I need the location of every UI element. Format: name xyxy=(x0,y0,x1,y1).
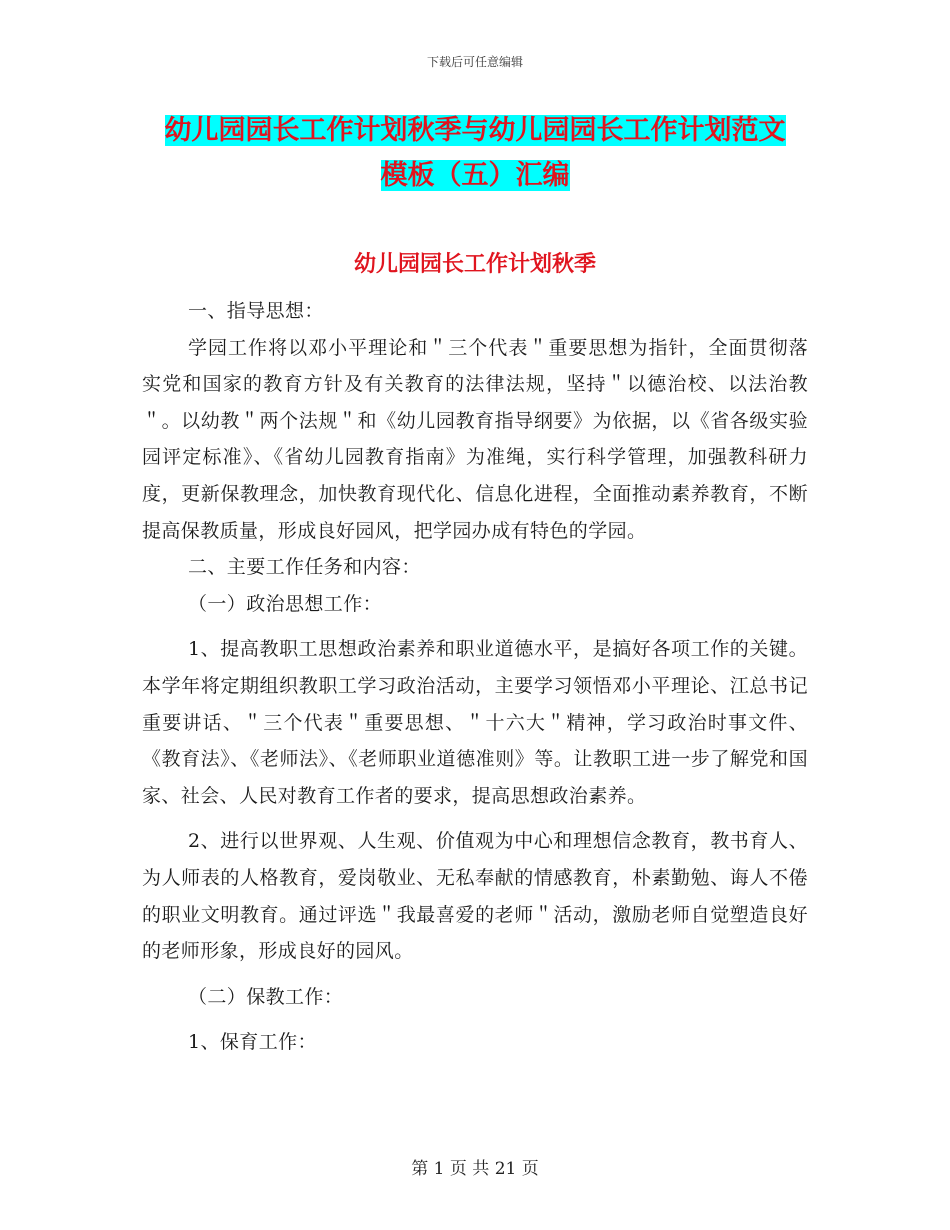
document-body xyxy=(142,293,808,1061)
document-title xyxy=(140,108,810,198)
document-title-line-2: 模板（五）汇编 xyxy=(380,160,570,191)
page-header-note: 下载后可任意编辑 xyxy=(426,55,523,69)
paragraph-item-1: 1、提高教职工思想政治素养和职业道德水平，是搞好各项工作的关键。本学年将定期组织教职工学习政治活动，主要学习领悟邓小平理论、江总书记重要讲话、＂三个代表＂重要思想、＂十六大＂精神，学习政治时事文件、《教育法》、《老师法》、《老师职业道德准则》等。让教职工进一步了解党和国家、社会、人民对教育工作者的要求，提高思想政治素养。 xyxy=(142,638,808,807)
subheading-care-education: （二）保教工作： xyxy=(188,985,344,1008)
heading-guiding-thought: 一、指导思想： xyxy=(188,300,324,322)
paragraph-guiding-thought: 学园工作将以邓小平理论和＂三个代表＂重要思想为指针，全面贯彻落实党和国家的教育方针及有关教育的法律法规，坚持＂以德治校、以法治教＂。以幼教＂两个法规＂和《幼儿园教育指导纲要》为依据，以《省各级实验园评定标准》、《省幼儿园教育指南》为准绳，实行科学管理，加强教科研力度，更新保教理念，加快教育现代化、信息化进程，全面推动素养教育，不断提高保教质量，形成良好园风，把学园办成有特色的学园。 xyxy=(142,336,808,542)
page-footer: 第 1 页 共 21 页 xyxy=(411,1159,539,1179)
document-title-line-1: 幼儿园园长工作计划秋季与幼儿园园长工作计划范文 xyxy=(164,115,786,146)
subheading-political-work: （一）政治思想工作： xyxy=(188,592,383,615)
paragraph-item-2: 2、进行以世界观、人生观、价值观为中心和理想信念教育，教书育人、为人师表的人格教育，爱岗敬业、无私奉献的情感教育，朴素勤勉、诲人不倦的职业文明教育。通过评选＂我最喜爱的老师＂活动，激励老师自觉塑造良好的老师形象，形成良好的园风。 xyxy=(142,830,808,963)
section-title: 幼儿园园长工作计划秋季 xyxy=(353,252,596,277)
paragraph-care-work: 1、保育工作： xyxy=(188,1031,317,1054)
heading-main-tasks: 二、主要工作任务和内容： xyxy=(188,556,421,579)
